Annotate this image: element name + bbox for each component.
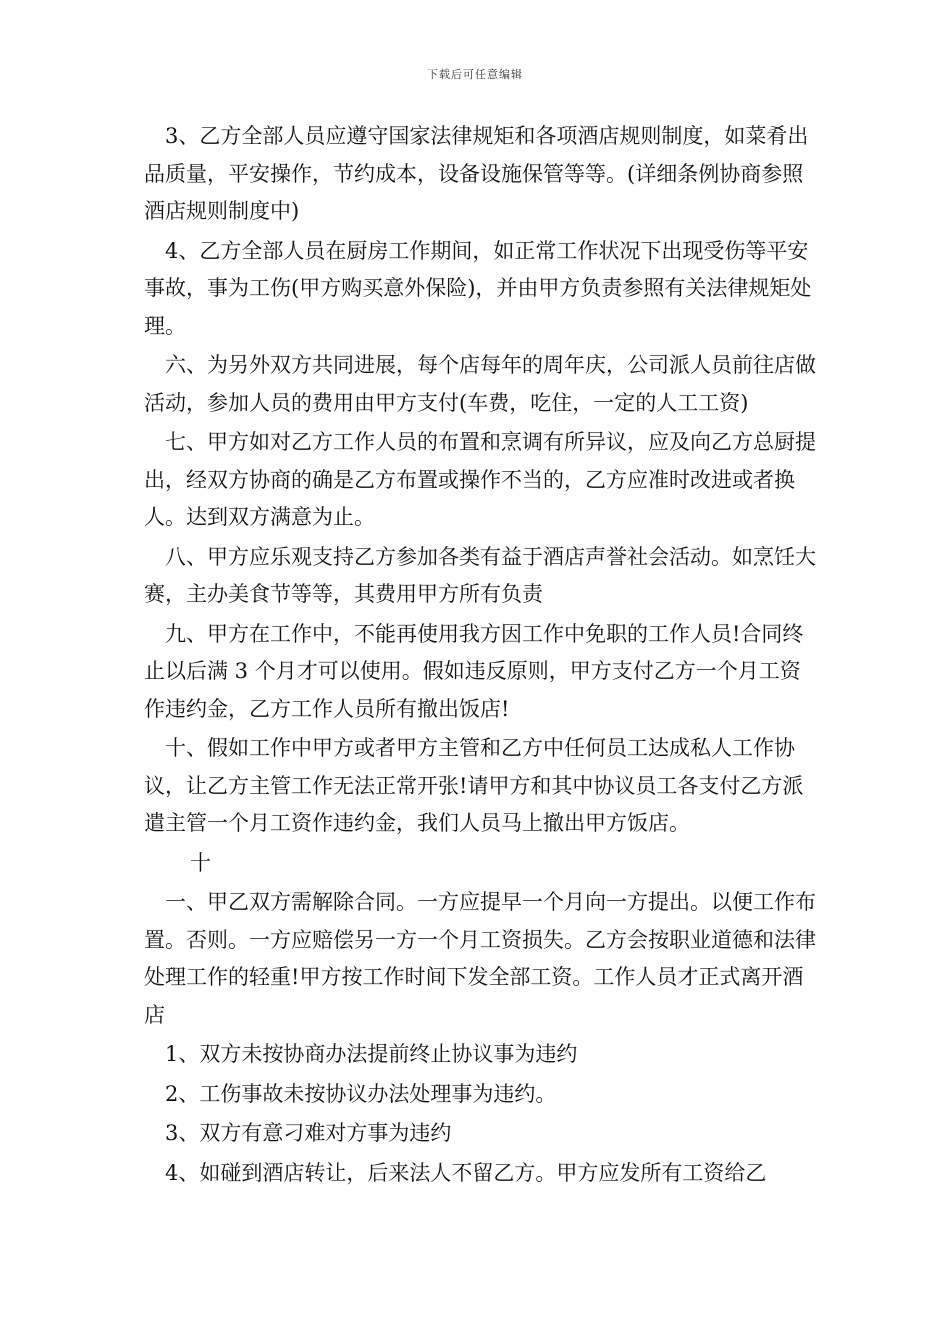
paragraph-clause-7: 七、甲方如对乙方工作人员的布置和烹调有所异议，应及向乙方总厨提出，经双方协商的确是乙方布置或操作不当的，乙方应准时改进或者换人。达到双方满意为止。 <box>144 430 816 529</box>
breach-item-2: 2、工伤事故未按协议办法处理事为违约。 <box>165 1081 557 1106</box>
paragraph-clause-8: 八、甲方应乐观支持乙方参加各类有益于酒店声誉社会活动。如烹饪大赛，主办美食节等等，其费用甲方所有负责 <box>144 544 816 606</box>
breach-item-1: 1、双方未按协商办法提前终止协议事为违约 <box>165 1042 578 1066</box>
paragraph-item-3: 3、乙方全部人员应遵守国家法律规矩和各项酒店规则制度，如菜肴出品质量，平安操作，节约成本，设备设施保管等等。(详细条例协商参照酒店规则制度中) <box>144 124 809 223</box>
page-header: 下载后可任意编辑 <box>427 68 523 81</box>
paragraph-clause-6: 六、为另外双方共同进展，每个店每年的周年庆，公司派人员前往店做活动，参加人员的费用由甲方支付(车费，吃住，一定的人工工资) <box>144 353 816 415</box>
paragraph-termination: 一、甲乙双方需解除合同。一方应提早一个月向一方提出。以便工作布置。否则。一方应赔偿另一方一个月工资损失。乙方会按职业道德和法律处理工作的轻重!甲方按工作时间下发全部工资。工作人员才正式离开酒店 <box>144 890 816 1027</box>
paragraph-clause-9: 九、甲方在工作中，不能再使用我方因工作中免职的工作人员!合同终止以后满 3 个月才可以使用。假如违反原则，甲方支付乙方一个月工资作违约金，乙方工作人员所有撤出饭店! <box>144 621 804 721</box>
section-number-ten: 十 <box>190 850 211 875</box>
document-body <box>144 118 820 1194</box>
breach-item-4: 4、如碰到酒店转让，后来法人不留乙方。甲方应发所有工资给乙 <box>165 1160 767 1185</box>
paragraph-clause-10: 十、假如工作中甲方或者甲方主管和乙方中任何员工达成私人工作协议，让乙方主管工作无法正常开张!请甲方和其中协议员工各支付乙方派遣主管一个月工资作违约金，我们人员马上撤出甲方饭店。 <box>144 736 804 835</box>
breach-item-3: 3、双方有意刁难对方事为违约 <box>165 1121 452 1145</box>
paragraph-item-4: 4、乙方全部人员在厨房工作期间，如正常工作状况下出现受伤等平安事故，事为工伤(甲方购买意外保险)，并由甲方负责参照有关法律规矩处理。 <box>144 238 812 338</box>
